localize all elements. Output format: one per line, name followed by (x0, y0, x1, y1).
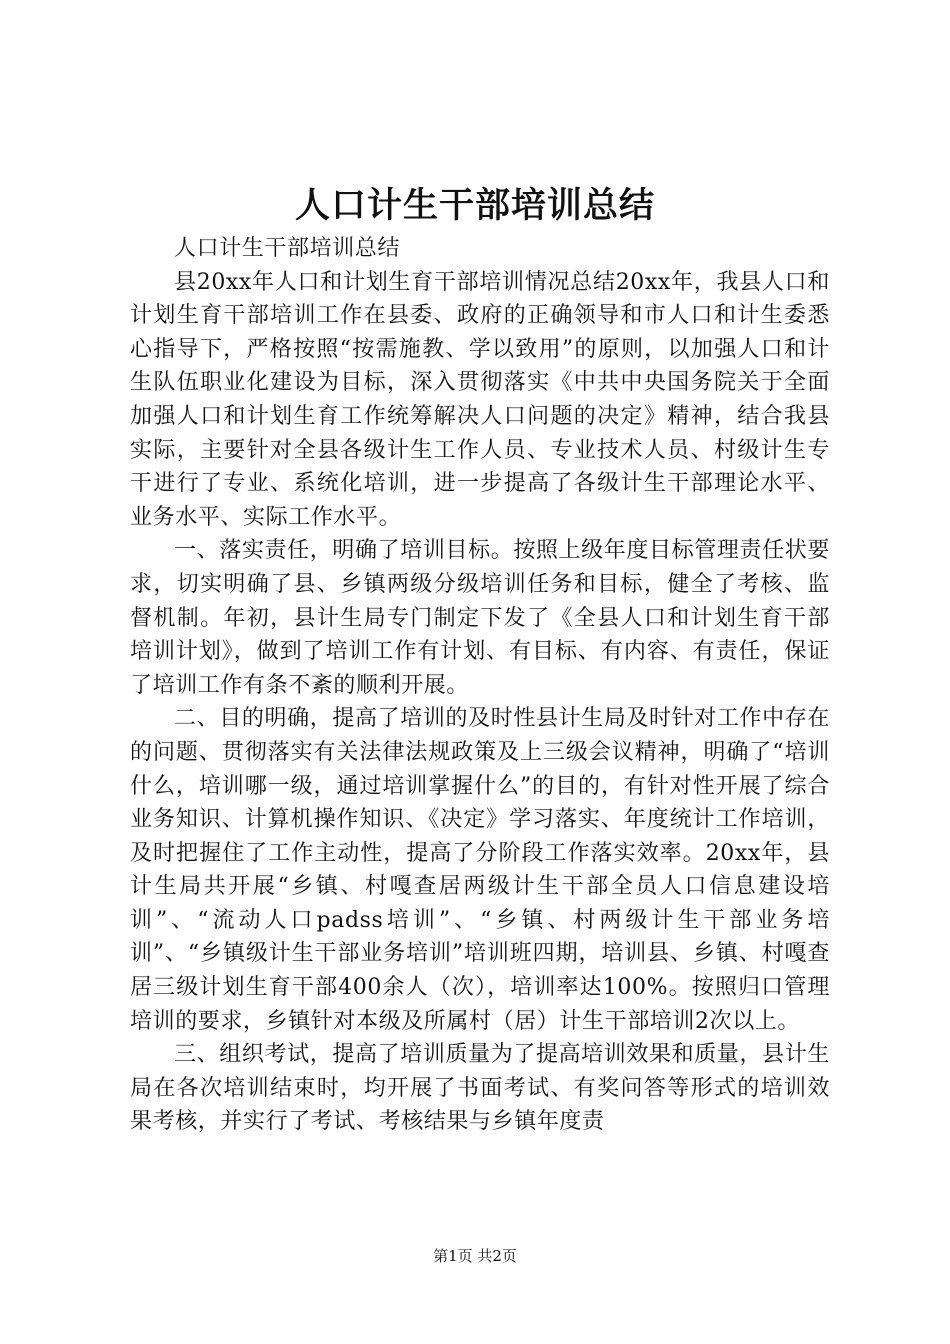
page-number-footer: 第1页 共2页 (433, 1247, 517, 1265)
document-title: 人口计生干部培训总结 (294, 185, 655, 226)
paragraph-section-3: 三、组织考试，提高了培训质量为了提高培训效果和质量，县计生局在各次培训结束时，均开展了书面考试、有奖问答等形式的培训效果考核，并实行了考试、考核结果与乡镇年度责 (130, 1042, 830, 1135)
paragraph-section-2: 二、目的明确，提高了培训的及时性县计生局及时针对工作中存在的问题、贯彻落实有关法律法规政策及上三级会议精神，明确了“培训什么，培训哪一级，通过培训掌握什么”的目的，有针对性开展了综合业务知识、计算机操作知识、《决定》学习落实、年度统计工作培训，及时把握住了工作主动性，提高了分阶段工作落实效率。20xx年，县计生局共开展“乡镇、村嘎查居两级计生干部全员人口信息建设培训”、“流动人口padss培训”、“乡镇、村两级计生干部业务培训”、“乡镇级计生干部业务培训”培训班四期，培训县、乡镇、村嘎查居三级计划生育干部400余人（次），培训率达100%。按照归口管理培训的要求，乡镇针对本级及所属村（居）计生干部培训2次以上。 (130, 706, 830, 1034)
paragraph-section-1: 一、落实责任，明确了培训目标。按照上级年度目标管理责任状要求，切实明确了县、乡镇两级分级培训任务和目标，健全了考核、监督机制。年初，县计生局专门制定下发了《全县人口和计划生育干部培训计划》，做到了培训工作有计划、有目标、有内容、有责任，保证了培训工作有条不紊的顺利开展。 (130, 538, 830, 698)
document-body (130, 232, 830, 1139)
paragraph-intro: 县20xx年人口和计划生育干部培训情况总结20xx年，我县人口和计划生育干部培训工作在县委、政府的正确领导和市人口和计生委悉心指导下，严格按照“按需施教、学以致用”的原则，以加强人口和计生队伍职业化建设为目标，深入贯彻落实《中共中央国务院关于全面加强人口和计划生育工作统筹解决人口问题的决定》精神，结合我县实际，主要针对全县各级计生工作人员、专业技术人员、村级计生专干进行了专业、系统化培训，进一步提高了各级计生干部理论水平、业务水平、实际工作水平。 (130, 269, 830, 530)
paragraph-subtitle: 人口计生干部培训总结 (174, 236, 401, 261)
